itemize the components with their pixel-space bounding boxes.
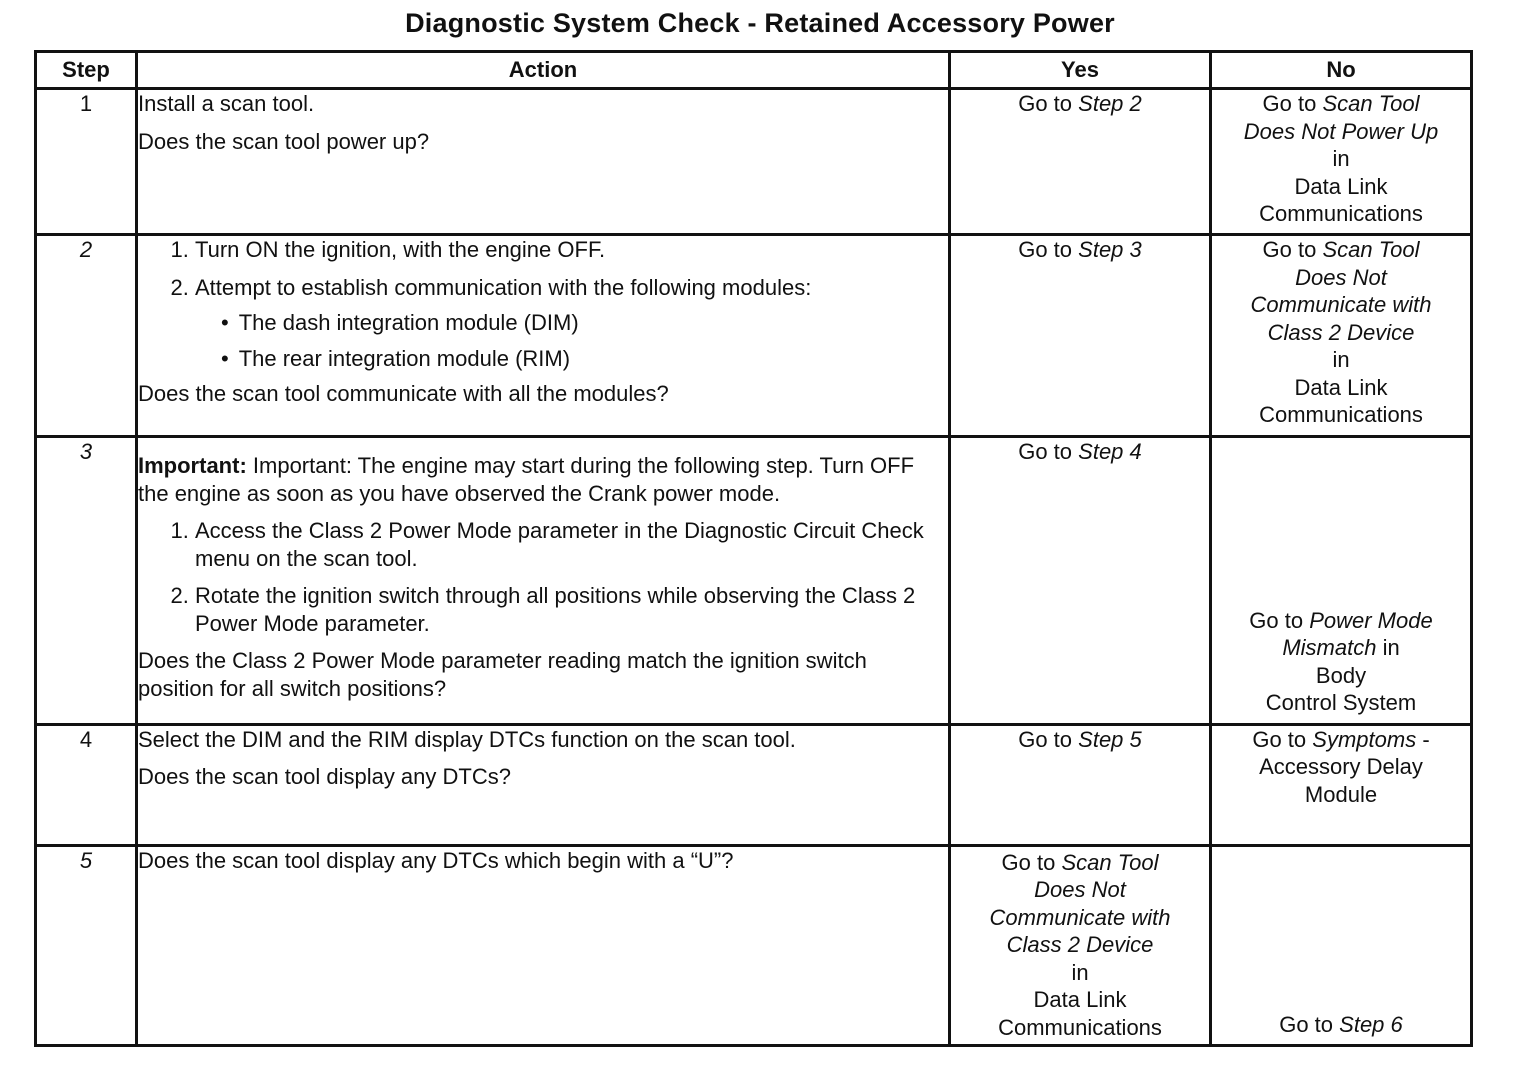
no-section: Communications [1259, 402, 1423, 428]
action-question: Does the scan tool display any DTCs? [138, 764, 511, 790]
no-prefix: Go to [1249, 607, 1304, 633]
action-item-text: Attempt to establish communication with the following modules: [195, 274, 812, 300]
yes-prefix: Go to [1018, 91, 1073, 116]
table-row [36, 235, 1472, 437]
step-number: 3 [36, 437, 137, 724]
action-item: 1. Turn ON the ignition, with the engine OFF. [195, 236, 948, 264]
yes-section: Data Link [1033, 987, 1127, 1013]
important-text: Important: The engine may start during the following step. Turn OFF the engine as soon as you have observed the Crank power mode. [138, 453, 915, 506]
action-bullet: • The dash integration module (DIM) [221, 309, 948, 337]
action-question: Does the scan tool display any DTCs which begin with a “U”? [138, 847, 734, 873]
yes-link[interactable]: Does Not [1034, 877, 1126, 903]
no-section: Module [1304, 781, 1378, 807]
header-yes: Yes [950, 52, 1211, 89]
no-link[interactable]: Power Mode [1309, 607, 1433, 633]
no-prefix: Go to [1279, 1011, 1334, 1037]
yes-link[interactable]: Step 5 [1078, 726, 1142, 752]
no-section: Data Link [1294, 374, 1388, 400]
step-number: 4 [36, 724, 137, 845]
header-action: Action [137, 52, 950, 89]
yes-prefix: Go to [1001, 849, 1056, 875]
action-item: 1. Access the Class 2 Power Mode parameter in the Diagnostic Circuit Check menu on the scan tool. [195, 517, 948, 572]
action-question: Does the scan tool communicate with all the modules? [138, 381, 669, 407]
page-title: Diagnostic System Check - Retained Accessory Power [405, 8, 1115, 38]
step-number: 5 [36, 845, 137, 1045]
action-line: Install a scan tool. [138, 91, 315, 116]
yes-prefix: Go to [1018, 237, 1073, 263]
no-in: in [1332, 146, 1350, 171]
yes-link[interactable]: Class 2 Device [1006, 932, 1154, 958]
yes-cell [950, 437, 1211, 724]
yes-section: Communications [998, 1014, 1162, 1040]
no-section: Communications [1259, 201, 1423, 226]
no-section: Accessory Delay [1259, 754, 1423, 780]
action-item [195, 274, 948, 373]
yes-prefix: Go to [1018, 439, 1073, 465]
no-link[interactable]: Does Not Power Up [1243, 118, 1439, 144]
step-number: 2 [36, 235, 137, 437]
yes-link[interactable]: Step 4 [1078, 439, 1142, 465]
no-in: in [1382, 635, 1400, 661]
important-note [138, 452, 948, 507]
yes-cell [950, 89, 1211, 235]
no-section: Body [1315, 662, 1367, 688]
action-item: 2. Rotate the ignition switch through all positions while observing the Class 2 Power Mode parameter. [195, 582, 948, 637]
action-cell [137, 235, 950, 437]
yes-cell [950, 724, 1211, 845]
important-label: Important: [138, 453, 247, 479]
table-row [36, 845, 1472, 1045]
table-row [36, 437, 1472, 724]
no-in: in [1332, 347, 1350, 373]
no-cell [1211, 724, 1472, 845]
no-link[interactable]: Mismatch [1282, 635, 1377, 661]
yes-link[interactable]: Communicate with [989, 904, 1171, 930]
no-prefix: Go to [1252, 726, 1307, 752]
action-question: Does the scan tool power up? [138, 128, 430, 154]
yes-cell [950, 845, 1211, 1045]
no-link[interactable]: Communicate with [1250, 292, 1432, 318]
action-bullet: • The rear integration module (RIM) [221, 345, 948, 373]
action-line: Select the DIM and the RIM display DTCs function on the scan tool. [138, 726, 796, 752]
no-cell [1211, 235, 1472, 437]
yes-link[interactable]: Step 3 [1078, 237, 1142, 263]
no-prefix: Go to [1262, 91, 1317, 116]
yes-link[interactable]: Step 2 [1078, 91, 1142, 116]
no-dash: - [1422, 726, 1430, 752]
no-link[interactable]: Symptoms [1312, 726, 1417, 752]
table-row [36, 89, 1472, 235]
no-link[interactable]: Class 2 Device [1267, 319, 1415, 345]
yes-cell [950, 235, 1211, 437]
no-link[interactable]: Scan Tool [1322, 91, 1420, 116]
no-link[interactable]: Scan Tool [1322, 237, 1420, 263]
no-link[interactable]: Does Not [1295, 264, 1387, 290]
diagnostic-table [34, 50, 1473, 1047]
header-no: No [1211, 52, 1472, 89]
step-number: 1 [36, 89, 137, 235]
action-cell [137, 845, 950, 1045]
no-cell [1211, 845, 1472, 1045]
no-prefix: Go to [1262, 237, 1317, 263]
yes-link[interactable]: Scan Tool [1061, 849, 1159, 875]
header-step: Step [36, 52, 137, 89]
action-question: Does the Class 2 Power Mode parameter reading match the ignition switch position for all switch positions? [138, 648, 867, 701]
yes-in: in [1071, 959, 1089, 985]
action-cell [137, 89, 950, 235]
no-link[interactable]: Step 6 [1339, 1011, 1403, 1037]
yes-prefix: Go to [1018, 726, 1073, 752]
action-cell [137, 437, 950, 724]
no-section: Data Link [1294, 173, 1388, 199]
action-cell [137, 724, 950, 845]
no-cell [1211, 89, 1472, 235]
no-section: Control System [1265, 690, 1417, 716]
table-header-row [36, 52, 1472, 89]
no-cell [1211, 437, 1472, 724]
table-row [36, 724, 1472, 845]
